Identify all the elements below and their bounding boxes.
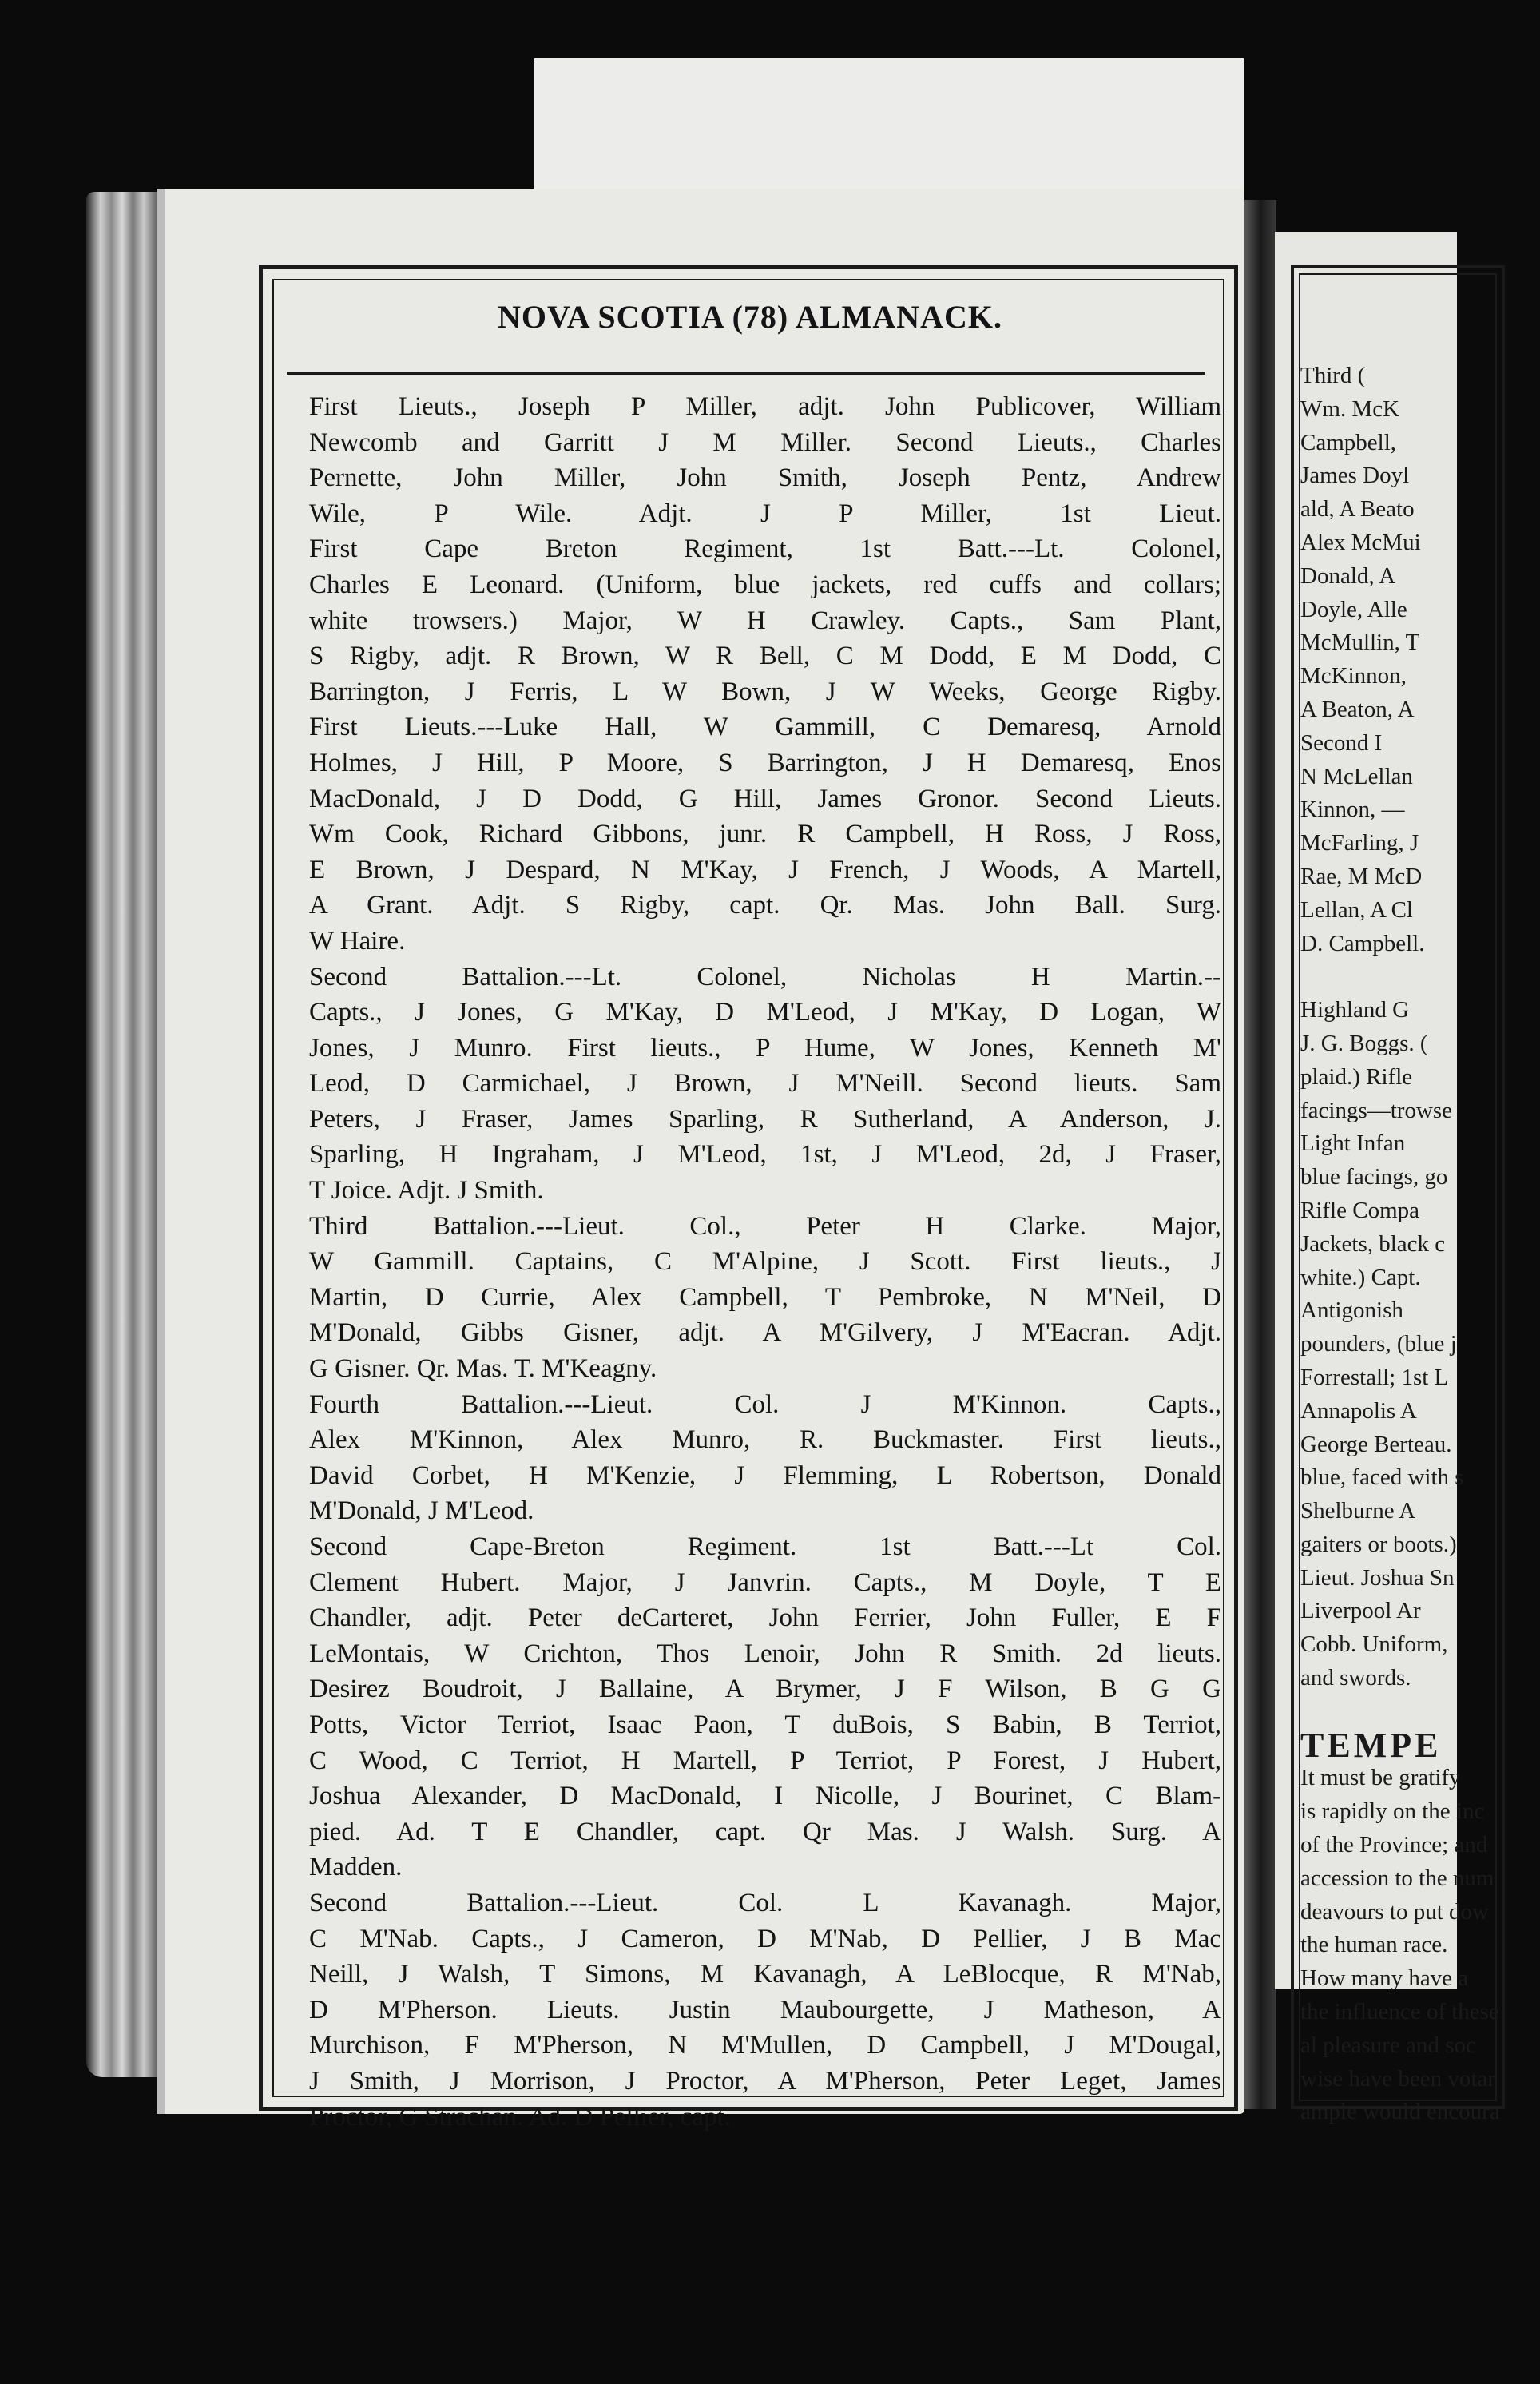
- facing-text-line: is rapidly on the inc: [1300, 1798, 1485, 1825]
- text-line: Fourth Battalion.---Lieut. Col. J M'Kinnon. Capts.,: [309, 1389, 1221, 1419]
- facing-text-line: Wm. McK: [1300, 395, 1400, 422]
- facing-text-line: Second I: [1300, 729, 1383, 756]
- text-line: pied. Ad. T E Chandler, capt. Qr Mas. J Walsh. Surg. A: [309, 1817, 1221, 1846]
- page-frame: [259, 265, 1238, 2132]
- text-line: First Cape Breton Regiment, 1st Batt.---Lt. Colonel,: [309, 534, 1221, 564]
- text-line: W Gammill. Captains, C M'Alpine, J Scott. First lieuts., J: [309, 1247, 1221, 1277]
- facing-text-line: facings—trowse: [1300, 1097, 1453, 1123]
- facing-text-line: Campbell,: [1300, 429, 1397, 455]
- text-line: M'Donald, Gibbs Gisner, adjt. A M'Gilvery, J M'Eacran. Adjt.: [309, 1318, 1221, 1348]
- text-line: T Joice. Adjt. J Smith.: [309, 1176, 544, 1206]
- text-line: white trowsers.) Major, W H Crawley. Capts., Sam Plant,: [309, 606, 1221, 635]
- text-line: Newcomb and Garritt J M Miller. Second Lieuts., Charles: [309, 427, 1221, 457]
- text-line: Capts., J Jones, G M'Kay, D M'Leod, J M'Kay, D Logan, W: [309, 998, 1221, 1027]
- facing-text-line: How many have a: [1300, 1965, 1469, 1992]
- facing-text-line: A Beaton, A: [1300, 696, 1415, 722]
- text-line: Chandler, adjt. Peter deCarteret, John Ferrier, John Fuller, E F: [309, 1603, 1221, 1633]
- facing-text-line: James Doyl: [1300, 463, 1410, 489]
- facing-text-line: blue facings, go: [1300, 1164, 1448, 1190]
- text-line: Neill, J Walsh, T Simons, M Kavanagh, A LeBlocque, R M'Nab,: [309, 1960, 1221, 1989]
- facing-text-line: McFarling, J: [1300, 830, 1419, 856]
- text-line: Joshua Alexander, D MacDonald, I Nicolle, J Bourinet, C Blam-: [309, 1782, 1221, 1811]
- text-line: D M'Pherson. Lieuts. Justin Maubourgette, J Matheson, A: [309, 1995, 1221, 2024]
- text-line: Second Cape-Breton Regiment. 1st Batt.---Lt Col.: [309, 1532, 1221, 1561]
- facing-text-line: McMullin, T: [1300, 630, 1420, 656]
- text-line: G Gisner. Qr. Mas. T. M'Keagny.: [309, 1354, 657, 1384]
- facing-text-line: Jackets, black c: [1300, 1230, 1446, 1257]
- facing-text-line: It must be gratify: [1300, 1765, 1461, 1791]
- facing-text-line: Light Infan: [1300, 1130, 1406, 1157]
- text-line: Wile, P Wile. Adjt. J P Miller, 1st Lieut.: [309, 499, 1221, 528]
- book-gutter: [1244, 200, 1276, 2109]
- facing-text-line: Third (: [1300, 363, 1366, 388]
- facing-text-line: Highland G: [1300, 997, 1410, 1023]
- text-line: Murchison, F M'Pherson, N M'Mullen, D Campbell, J M'Dougal,: [309, 2031, 1221, 2060]
- text-line: Martin, D Currie, Alex Campbell, T Pembroke, N M'Neil, D: [309, 1282, 1221, 1312]
- text-line: S Rigby, adjt. R Brown, W R Bell, C M Dodd, E M Dodd, C: [309, 642, 1221, 671]
- text-line: Holmes, J Hill, P Moore, S Barrington, J H Demaresq, Enos: [309, 748, 1221, 777]
- facing-text-line: Annapolis A: [1300, 1397, 1417, 1424]
- facing-text-line: TEMPE: [1300, 1725, 1442, 1765]
- text-line: First Lieuts., Joseph P Miller, adjt. John Publicover, William: [309, 392, 1221, 421]
- facing-text-line: Lieut. Joshua Sn: [1300, 1564, 1455, 1591]
- text-line: Proctor, G Strachan. Ad. D Pellier, capt.: [309, 2102, 731, 2132]
- facing-text-line: Rae, M McD: [1300, 863, 1423, 889]
- text-line: E Brown, J Despard, N M'Kay, J French, J Woods, A Martell,: [309, 855, 1221, 884]
- facing-text-line: pounders, (blue j: [1300, 1331, 1457, 1357]
- text-line: LeMontais, W Crichton, Thos Lenoir, John R Smith. 2d lieuts.: [309, 1639, 1221, 1668]
- facing-text-line: al pleasure and soc: [1300, 2032, 1476, 2058]
- facing-text-line: accession to the num: [1300, 1865, 1494, 1891]
- text-line: C M'Nab. Capts., J Cameron, D M'Nab, D Pellier, J B Mac: [309, 1924, 1221, 1953]
- facing-text-line: D. Campbell.: [1300, 930, 1425, 956]
- facing-text-line: deavours to put dow: [1300, 1898, 1489, 1925]
- facing-text-line: Kinnon, —: [1300, 797, 1405, 823]
- text-line: C Wood, C Terriot, H Martell, P Terriot, P Forest, J Hubert,: [309, 1746, 1221, 1775]
- facing-text-line: George Berteau.: [1300, 1431, 1452, 1457]
- text-line: Sparling, H Ingraham, J M'Leod, 1st, J M'Leod, 2d, J Fraser,: [309, 1140, 1221, 1170]
- facing-text-line: Donald, A: [1300, 562, 1396, 589]
- text-line: Alex M'Kinnon, Alex Munro, R. Buckmaster. First lieuts.,: [309, 1425, 1221, 1455]
- facing-text-line: white.) Capt.: [1300, 1264, 1421, 1290]
- book-cover-edge: [86, 192, 158, 2077]
- text-line: Pernette, John Miller, John Smith, Joseph Pentz, Andrew: [309, 463, 1221, 493]
- facing-text-line: N McLellan: [1300, 763, 1413, 789]
- facing-text-line: of the Province; and: [1300, 1832, 1488, 1858]
- page-top-scrap: [534, 58, 1244, 209]
- text-line: David Corbet, H M'Kenzie, J Flemming, L Robertson, Donald: [309, 1460, 1221, 1490]
- facing-text-line: Cobb. Uniform,: [1300, 1631, 1448, 1658]
- text-line: Peters, J Fraser, James Sparling, R Sutherland, A Anderson, J.: [309, 1104, 1221, 1134]
- text-line: First Lieuts.---Luke Hall, W Gammill, C Demaresq, Arnold: [309, 713, 1221, 742]
- facing-text-line: Lellan, A Cl: [1300, 896, 1413, 923]
- facing-text-line: plaid.) Rifle: [1300, 1063, 1413, 1090]
- text-line: Second Battalion.---Lieut. Col. L Kavanagh. Major,: [309, 1888, 1221, 1917]
- facing-text-line: Liverpool Ar: [1300, 1598, 1421, 1624]
- text-line: Third Battalion.---Lieut. Col., Peter H Clarke. Major,: [309, 1211, 1221, 1241]
- facing-text-line: Doyle, Alle: [1300, 596, 1407, 622]
- page-body-text: [309, 389, 1221, 2135]
- facing-text-line: McKinnon,: [1300, 663, 1407, 689]
- text-line: Charles E Leonard. (Uniform, blue jackets, red cuffs and collars;: [309, 570, 1221, 599]
- facing-text-line: blue, faced with s: [1300, 1464, 1464, 1491]
- facing-text-line: Antigonish: [1300, 1297, 1403, 1324]
- page-header: NOVA SCOTIA (78) ALMANACK.: [498, 299, 1002, 335]
- text-line: A Grant. Adjt. S Rigby, capt. Qr. Mas. John Ball. Surg.: [309, 891, 1221, 920]
- facing-text-line: the influence of these: [1300, 1999, 1499, 2025]
- page-edge: [157, 189, 165, 2114]
- facing-text-line: Rifle Compa: [1300, 1197, 1420, 1223]
- text-line: Wm Cook, Richard Gibbons, junr. R Campbell, H Ross, J Ross,: [309, 820, 1221, 849]
- facing-text-line: ald, A Beato: [1300, 496, 1415, 522]
- text-line: Madden.: [309, 1853, 403, 1882]
- text-line: M'Donald, J M'Leod.: [309, 1496, 534, 1526]
- facing-text-line: and swords.: [1300, 1665, 1411, 1691]
- facing-text-line: wise have been votar: [1300, 2065, 1495, 2092]
- facing-text-line: Forrestall; 1st L: [1300, 1364, 1449, 1390]
- header-rule: [287, 372, 1205, 375]
- text-line: W Haire.: [309, 926, 406, 956]
- facing-text-line: [1300, 1695, 1540, 1729]
- facing-page: [1275, 232, 1500, 2125]
- text-line: Barrington, J Ferris, L W Bown, J W Weeks, George Rigby.: [309, 677, 1221, 706]
- text-line: Desirez Boudroit, J Ballaine, A Brymer, J F Wilson, B G G: [309, 1675, 1221, 1704]
- facing-text-line: Alex McMui: [1300, 529, 1421, 555]
- text-line: MacDonald, J D Dodd, G Hill, James Gronor. Second Lieuts.: [309, 784, 1221, 813]
- facing-text-line: gaiters or boots.): [1300, 1531, 1457, 1557]
- text-line: Second Battalion.---Lt. Colonel, Nicholas H Martin.--: [309, 962, 1221, 991]
- facing-text-line: [1300, 960, 1540, 994]
- facing-text-line: the human race.: [1300, 1932, 1448, 1958]
- facing-text-line: Shelburne A: [1300, 1498, 1416, 1524]
- text-line: J Smith, J Morrison, J Proctor, A M'Pherson, Peter Leget, James: [309, 2066, 1221, 2096]
- text-line: Potts, Victor Terriot, Isaac Paon, T duBois, S Babin, B Terriot,: [309, 1710, 1221, 1739]
- facing-text-line: J. G. Boggs. (: [1300, 1030, 1428, 1056]
- text-line: Jones, J Munro. First lieuts., P Hume, W Jones, Kenneth M': [309, 1033, 1221, 1063]
- text-line: Clement Hubert. Major, J Janvrin. Capts., M Doyle, T E: [309, 1567, 1221, 1597]
- facing-page-text: [1300, 360, 1540, 2129]
- text-line: Leod, D Carmichael, J Brown, J M'Neill. Second lieuts. Sam: [309, 1069, 1221, 1099]
- facing-text-line: ample would encoura: [1300, 2099, 1500, 2125]
